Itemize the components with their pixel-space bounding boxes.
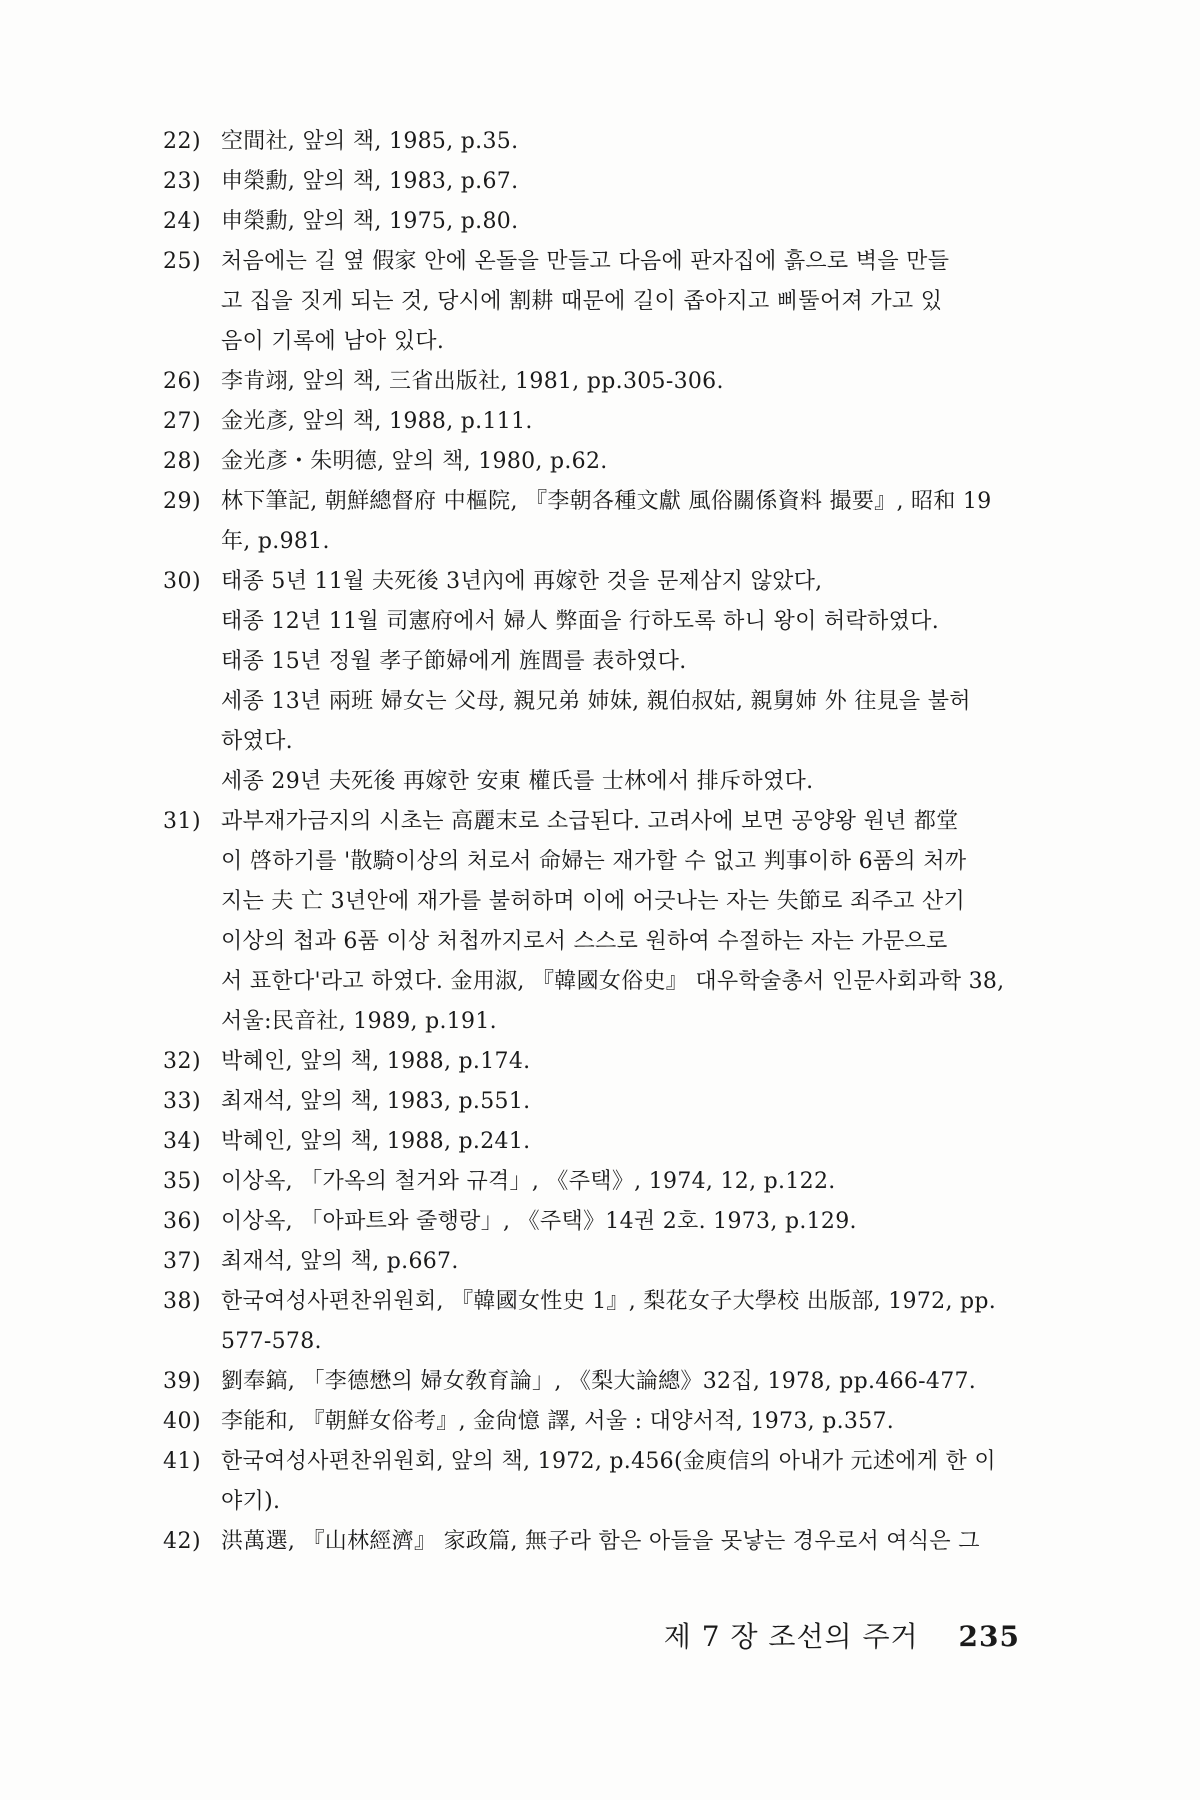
footnote-text bbox=[221, 1162, 1063, 1202]
footnote-number: 34) bbox=[163, 1129, 202, 1154]
footnote-item bbox=[163, 362, 1063, 402]
footnote-number: 23) bbox=[163, 169, 202, 194]
footnote-item bbox=[163, 1242, 1063, 1282]
footnote-line: 최재석, 앞의 책, 1983, p.551. bbox=[221, 1089, 531, 1114]
chapter-title: 제 7 장 조선의 주거 bbox=[663, 1620, 919, 1653]
footnote-item bbox=[163, 202, 1063, 242]
footnote-text bbox=[221, 402, 1063, 442]
footnote-line: 李肯翊, 앞의 책, 三省出版社, 1981, pp.305-306. bbox=[221, 369, 724, 394]
footnote-text bbox=[221, 242, 1063, 362]
footnote-text bbox=[221, 162, 1063, 202]
footnote-line: 태종 15년 정월 孝子節婦에게 旌閭를 表하였다. bbox=[221, 649, 687, 674]
footnote-line: 음이 기록에 남아 있다. bbox=[221, 329, 445, 354]
footnote-item bbox=[163, 402, 1063, 442]
footnote-item bbox=[163, 1162, 1063, 1202]
footnote-text bbox=[221, 362, 1063, 402]
footnote-item bbox=[163, 802, 1063, 1042]
footnote-line: 年, p.981. bbox=[221, 529, 330, 554]
footnote-number: 35) bbox=[163, 1169, 202, 1194]
footnote-line: 최재석, 앞의 책, p.667. bbox=[221, 1249, 459, 1274]
footnote-line: 처음에는 길 옆 假家 안에 온돌을 만들고 다음에 판자집에 흙으로 벽을 만들 bbox=[221, 249, 950, 274]
footnote-line: 이상옥, 「아파트와 줄행랑」, 《주택》14권 2호. 1973, p.129. bbox=[221, 1209, 857, 1234]
footnote-line: 서울:民音社, 1989, p.191. bbox=[221, 1009, 497, 1034]
footnote-item bbox=[163, 442, 1063, 482]
footnote-number: 28) bbox=[163, 449, 202, 474]
footnote-number: 40) bbox=[163, 1409, 202, 1434]
footnote-text bbox=[221, 1042, 1063, 1082]
footnote-number: 41) bbox=[163, 1449, 202, 1474]
footnote-line: 申榮勳, 앞의 책, 1975, p.80. bbox=[221, 209, 519, 234]
footnote-line: 고 집을 짓게 되는 것, 당시에 割耕 때문에 길이 좁아지고 삐뚤어져 가고 있 bbox=[221, 289, 943, 314]
footnote-item bbox=[163, 1282, 1063, 1362]
footnote-number: 27) bbox=[163, 409, 202, 434]
footnote-number: 38) bbox=[163, 1289, 202, 1314]
footnote-line: 이상옥, 「가옥의 철거와 규격」, 《주택》, 1974, 12, p.122. bbox=[221, 1169, 836, 1194]
footnote-line: 劉奉鎬, 「李德懋의 婦女敎育論」, 《梨大論總》32집, 1978, pp.466-477. bbox=[221, 1369, 977, 1394]
footnote-text bbox=[221, 1242, 1063, 1282]
footnotes-list bbox=[163, 122, 1063, 1562]
footnote-line: 金光彥, 앞의 책, 1988, p.111. bbox=[221, 409, 533, 434]
footnote-line: 하였다. bbox=[221, 729, 293, 754]
footnote-text bbox=[221, 1522, 1063, 1562]
footnote-line: 李能和, 『朝鮮女俗考』, 金尙憶 譯, 서울 : 대양서적, 1973, p.357. bbox=[221, 1409, 895, 1434]
footnote-line: 申榮勳, 앞의 책, 1983, p.67. bbox=[221, 169, 519, 194]
footnote-text bbox=[221, 1282, 1063, 1362]
footnote-item bbox=[163, 1082, 1063, 1122]
footnote-item bbox=[163, 162, 1063, 202]
footnote-number: 37) bbox=[163, 1249, 202, 1274]
footnote-item bbox=[163, 1522, 1063, 1562]
footnote-line: 태종 5년 11월 夫死後 3년內에 再嫁한 것을 문제삼지 않았다, bbox=[221, 569, 823, 594]
footnote-text bbox=[221, 1082, 1063, 1122]
footnote-item bbox=[163, 1202, 1063, 1242]
footnote-item bbox=[163, 242, 1063, 362]
footnote-line: 서 표한다'라고 하였다. 金用淑, 『韓國女俗史』 대우학술총서 인문사회과학 38, bbox=[221, 969, 1005, 994]
footnote-line: 林下筆記, 朝鮮總督府 中樞院, 『李朝各種文獻 風俗關係資料 撮要』, 昭和 19 bbox=[221, 489, 992, 514]
page-footer bbox=[664, 1615, 1020, 1655]
footnote-number: 30) bbox=[163, 569, 202, 594]
footnote-line: 金光彥・朱明德, 앞의 책, 1980, p.62. bbox=[221, 449, 608, 474]
footnote-item bbox=[163, 1362, 1063, 1402]
footnote-number: 24) bbox=[163, 209, 202, 234]
footnote-text bbox=[221, 1122, 1063, 1162]
footnote-item bbox=[163, 562, 1063, 802]
footnote-number: 33) bbox=[163, 1089, 202, 1114]
footnote-text bbox=[221, 202, 1063, 242]
footnote-number: 26) bbox=[163, 369, 202, 394]
footnote-number: 31) bbox=[163, 809, 202, 834]
footnote-text bbox=[221, 482, 1063, 562]
footnote-number: 29) bbox=[163, 489, 202, 514]
footnote-line: 한국여성사편찬위원회, 앞의 책, 1972, p.456(金庾信의 아내가 元述에게 한 이 bbox=[221, 1449, 996, 1474]
footnote-line: 空間社, 앞의 책, 1985, p.35. bbox=[221, 129, 519, 154]
footnote-line: 박혜인, 앞의 책, 1988, p.241. bbox=[221, 1129, 531, 1154]
footnote-item bbox=[163, 1402, 1063, 1442]
footnote-text bbox=[221, 562, 1063, 802]
footnote-line: 태종 12년 11월 司憲府에서 婦人 弊面을 行하도록 하니 왕이 허락하였다. bbox=[221, 609, 940, 634]
footnote-text bbox=[221, 802, 1063, 1042]
footnote-line: 과부재가금지의 시초는 高麗末로 소급된다. 고려사에 보면 공양왕 원년 都堂 bbox=[221, 809, 959, 834]
footnote-text bbox=[221, 1442, 1063, 1522]
footnote-line: 박혜인, 앞의 책, 1988, p.174. bbox=[221, 1049, 531, 1074]
footnote-number: 39) bbox=[163, 1369, 202, 1394]
footnote-item bbox=[163, 122, 1063, 162]
footnote-number: 36) bbox=[163, 1209, 202, 1234]
footnote-line: 이상의 첩과 6품 이상 처첩까지로서 스스로 원하여 수절하는 자는 가문으로 bbox=[221, 929, 948, 954]
footnote-text bbox=[221, 1202, 1063, 1242]
footnote-text bbox=[221, 442, 1063, 482]
footnote-number: 22) bbox=[163, 129, 202, 154]
footnote-item bbox=[163, 482, 1063, 562]
footnote-line: 한국여성사편찬위원회, 『韓國女性史 1』, 梨花女子大學校 出版部, 1972, pp. bbox=[221, 1289, 997, 1314]
footnote-text bbox=[221, 1402, 1063, 1442]
footnote-item bbox=[163, 1042, 1063, 1082]
footnote-item bbox=[163, 1122, 1063, 1162]
page-number: 235 bbox=[958, 1620, 1020, 1653]
footnote-line: 洪萬選, 『山林經濟』 家政篇, 無子라 함은 아들을 못낳는 경우로서 여식은 그 bbox=[221, 1529, 980, 1554]
footnote-line: 세종 13년 兩班 婦女는 父母, 親兄弟 姉妹, 親伯叔姑, 親舅姉 外 往見을 불허 bbox=[221, 689, 971, 714]
footnote-item bbox=[163, 1442, 1063, 1522]
footnote-line: 야기). bbox=[221, 1489, 281, 1514]
footnote-text bbox=[221, 1362, 1063, 1402]
footnote-line: 세종 29년 夫死後 再嫁한 安東 權氏를 士林에서 排斥하였다. bbox=[221, 769, 814, 794]
footnote-line: 577-578. bbox=[221, 1329, 322, 1354]
footnote-number: 32) bbox=[163, 1049, 202, 1074]
footnote-line: 이 啓하기를 '散騎이상의 처로서 命婦는 재가할 수 없고 判事이하 6품의 처까 bbox=[221, 849, 967, 874]
footnote-number: 25) bbox=[163, 249, 202, 274]
footnote-number: 42) bbox=[163, 1529, 202, 1554]
footnote-line: 지는 夫 亡 3년안에 재가를 불허하며 이에 어긋나는 자는 失節로 죄주고 산기 bbox=[221, 889, 966, 914]
footnote-text bbox=[221, 122, 1063, 162]
